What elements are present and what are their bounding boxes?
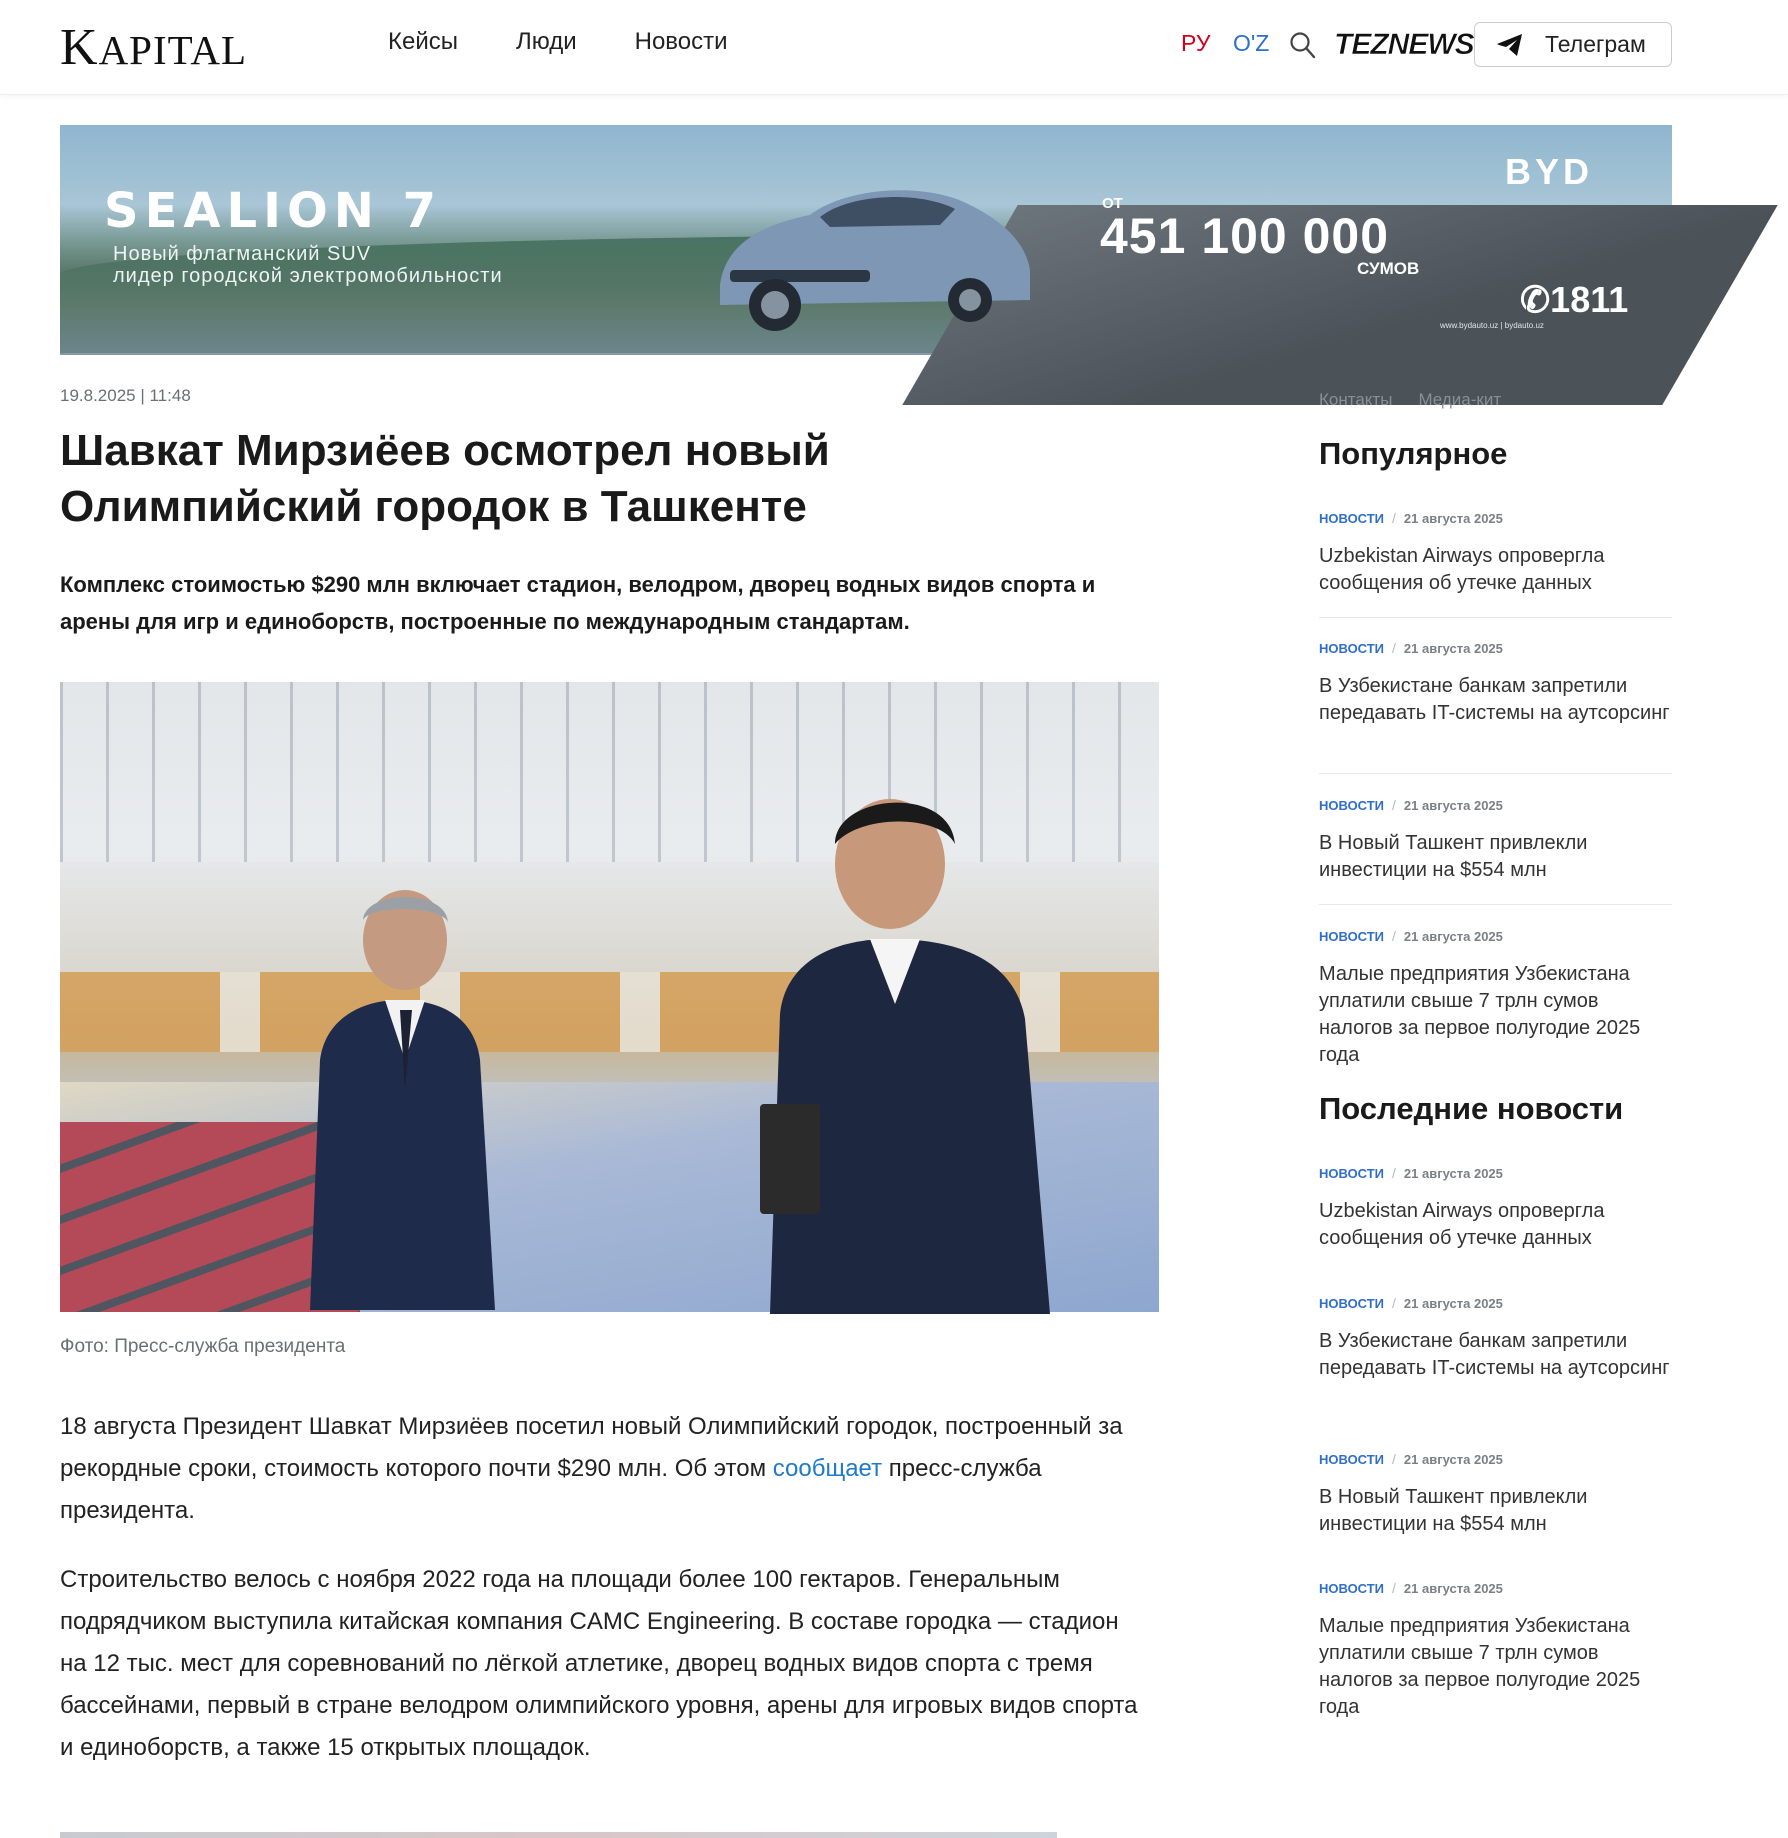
contacts-link[interactable]: Контакты xyxy=(1319,390,1393,409)
nav-item-cases[interactable]: Кейсы xyxy=(388,28,458,55)
meta-separator: / xyxy=(1392,1580,1396,1596)
sidebar-links xyxy=(1319,390,1501,410)
popular-heading: Популярное xyxy=(1319,436,1508,471)
news-category[interactable]: НОВОСТИ xyxy=(1319,1295,1385,1311)
popular-item[interactable] xyxy=(1319,927,1672,1069)
popular-item[interactable] xyxy=(1319,509,1672,597)
site-header xyxy=(0,0,1788,95)
banner-subtitle-2: лидер городской электромобильности xyxy=(113,265,503,287)
news-date: 21 августа 2025 xyxy=(1403,1165,1503,1181)
telegram-button-label: Телеграм xyxy=(1545,31,1646,57)
news-date: 21 августа 2025 xyxy=(1403,797,1503,813)
article-paragraph-2: Строительство велось с ноября 2022 года на площади более 100 гектаров. Генеральным подрядчиком выступила китайская компания CAMC Engineering. В составе городка — стадион на 12 тыс. мест для соревнований по лёгкой атлетике, дворец водных видов спорта с тремя бассейнами, первый в стране велодром олимпийского уровня, арены для игровых видов спорта и единоборств, а также 15 открытых площадок. xyxy=(60,1566,1138,1761)
latest-heading: Последние новости xyxy=(1319,1091,1624,1126)
telegram-button[interactable] xyxy=(1474,22,1672,67)
meta-separator: / xyxy=(1392,797,1396,813)
news-date: 21 августа 2025 xyxy=(1403,640,1503,656)
byd-logo: BYD xyxy=(1505,151,1594,192)
car-image xyxy=(700,165,1040,335)
banner-price-prefix: ОТ xyxy=(1102,195,1123,212)
article-paragraph-1 xyxy=(60,1406,1140,1532)
latest-item[interactable] xyxy=(1319,1294,1672,1382)
banner-price: 451 100 000 xyxy=(1100,208,1390,264)
news-title[interactable]: В Новый Ташкент привлекли инвестиции на $554 млн xyxy=(1319,832,1588,881)
paragraph-1-text-a: 18 августа Президент Шавкат Мирзиёев посетил новый Олимпийский городок, построенный за рекордные сроки, стоимость которого почти $290 млн. Об этом xyxy=(60,1413,1123,1482)
banner-currency: СУМОВ xyxy=(1357,259,1420,278)
news-title[interactable]: Uzbekistan Airways опровергла сообщения об утечке данных xyxy=(1319,1200,1605,1249)
news-category[interactable]: НОВОСТИ xyxy=(1319,1580,1385,1596)
news-title[interactable]: Малые предприятия Узбекистана уплатили свыше 7 трлн сумов налогов за первое полугодие 2025 года xyxy=(1319,963,1641,1066)
news-date: 21 августа 2025 xyxy=(1403,928,1503,944)
teznews-logo-text: TEZNEWS xyxy=(1334,28,1474,61)
lang-switch-ru[interactable]: РУ xyxy=(1181,30,1211,56)
meta-separator: / xyxy=(1392,928,1396,944)
meta-separator: / xyxy=(1392,1295,1396,1311)
news-title[interactable]: В Новый Ташкент привлекли инвестиции на $554 млн xyxy=(1319,1486,1588,1535)
paragraph-1-text-b: пресс-служба президента. xyxy=(60,1455,1042,1524)
news-category[interactable]: НОВОСТИ xyxy=(1319,1451,1385,1467)
article-title: Шавкат Мирзиёев осмотрел новый Олимпийский городок в Ташкенте xyxy=(60,426,830,531)
news-date: 21 августа 2025 xyxy=(1403,1580,1503,1596)
meta-separator: / xyxy=(1392,1451,1396,1467)
banner-phone xyxy=(1520,279,1628,321)
divider xyxy=(1319,773,1672,774)
site-logo[interactable]: KAPITAL xyxy=(60,19,248,76)
news-title[interactable]: Uzbekistan Airways опровергла сообщения об утечке данных xyxy=(1319,545,1605,594)
news-date: 21 августа 2025 xyxy=(1403,510,1503,526)
phone-icon: ✆ xyxy=(1520,279,1551,320)
telegram-icon xyxy=(1495,32,1525,58)
news-title[interactable]: В Узбекистане банкам запретили передавать IT-системы на аутсорсинг xyxy=(1319,675,1670,724)
banner-title: SEALION 7 xyxy=(104,183,443,239)
news-date: 21 августа 2025 xyxy=(1403,1451,1503,1467)
banner-footer: www.bydauto.uz | bydauto.uz xyxy=(1440,321,1544,330)
nav-item-news[interactable]: Новости xyxy=(634,28,728,55)
popular-item[interactable] xyxy=(1319,639,1672,727)
latest-item[interactable] xyxy=(1319,1164,1672,1252)
photo-caption: Фото: Пресс-служба президента xyxy=(60,1336,346,1357)
news-category[interactable]: НОВОСТИ xyxy=(1319,640,1385,656)
meta-separator: / xyxy=(1392,510,1396,526)
article-photo[interactable] xyxy=(60,682,1159,1310)
ad-banner[interactable] xyxy=(60,125,1672,353)
media-kit-link[interactable]: Медиа-кит xyxy=(1418,390,1502,409)
divider xyxy=(1319,617,1672,618)
latest-item[interactable] xyxy=(1319,1450,1672,1538)
news-category[interactable]: НОВОСТИ xyxy=(1319,510,1385,526)
person-left xyxy=(300,860,500,1310)
divider xyxy=(1319,904,1672,905)
news-category[interactable]: НОВОСТИ xyxy=(1319,797,1385,813)
meta-separator: / xyxy=(1392,640,1396,656)
news-title[interactable]: В Узбекистане банкам запретили передавать IT-системы на аутсорсинг xyxy=(1319,1330,1670,1379)
news-category[interactable]: НОВОСТИ xyxy=(1319,928,1385,944)
banner-phone-number: 1811 xyxy=(1550,279,1629,320)
meta-separator: / xyxy=(1392,1165,1396,1181)
source-link[interactable]: сообщает xyxy=(772,1455,883,1482)
news-category[interactable]: НОВОСТИ xyxy=(1319,1165,1385,1181)
latest-item[interactable] xyxy=(1319,1579,1672,1721)
nav-item-people[interactable]: Люди xyxy=(515,28,577,55)
main-nav xyxy=(388,28,728,56)
news-date: 21 августа 2025 xyxy=(1403,1295,1503,1311)
news-title[interactable]: Малые предприятия Узбекистана уплатили свыше 7 трлн сумов налогов за первое полугодие 2025 года xyxy=(1319,1615,1641,1718)
banner-subtitle-1: Новый флагманский SUV xyxy=(113,243,372,265)
lang-switch-oz[interactable]: O'Z xyxy=(1233,30,1270,56)
next-image-edge xyxy=(60,1832,1057,1838)
teznews-logo[interactable] xyxy=(1332,24,1474,62)
article-meta: 19.8.2025 | 11:48 xyxy=(60,386,191,405)
article-lead: Комплекс стоимостью $290 млн включает стадион, велодром, дворец водных видов спорта и арены для игр и единоборств, построенные по международным стандартам. xyxy=(60,572,1096,634)
search-icon[interactable] xyxy=(1289,30,1317,60)
person-right xyxy=(750,774,1060,1314)
popular-item[interactable] xyxy=(1319,796,1672,884)
